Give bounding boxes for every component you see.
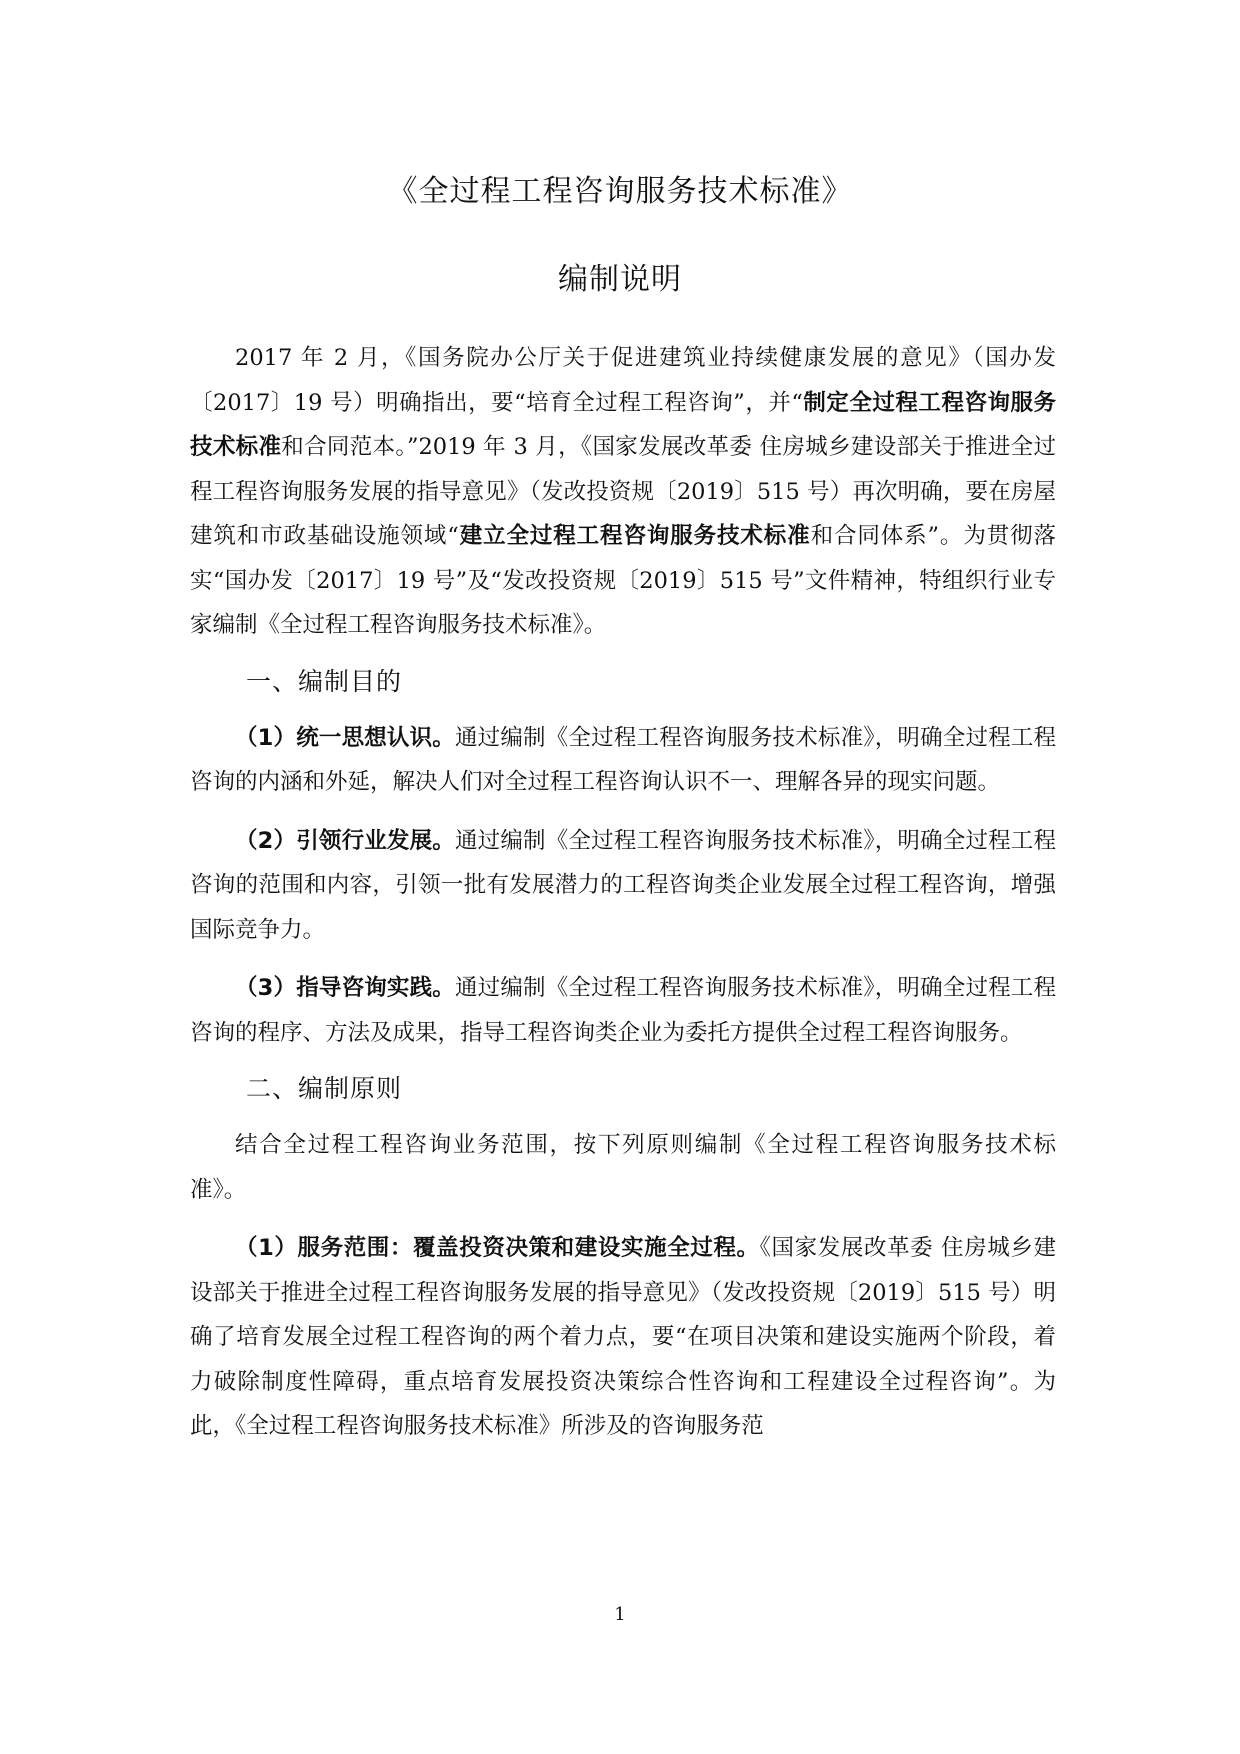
section-heading-purpose: 一、编制目的 <box>246 666 403 696</box>
principles-item-1 <box>190 1226 1056 1449</box>
intro-text-3: 和合同体系”。为贯彻落实“国办发〔2017〕19 号”及“发改投资规〔2019〕515 号”文件精神，特组织行业专家编制《全过程工程咨询服务技术标准》。 <box>190 523 1056 638</box>
principles-item-1-lead: （1）服务范围：覆盖投资决策和建设实施全过程。 <box>235 1235 760 1261</box>
intro-paragraph <box>190 336 1056 648</box>
purpose-item-2 <box>190 819 1056 953</box>
intro-bold-1: 制定全过程工程咨询服务技术标准 <box>190 389 1056 460</box>
purpose-item-2-lead: （2）引领行业发展。 <box>235 827 455 854</box>
intro-text-1: 2017 年 2 月，《国务院办公厅关于促进建筑业持续健康发展的意见》（国办发〔2017〕19 号）明确指出，要“培育全过程工程咨询”，并“ <box>190 345 1056 416</box>
document-subtitle: 编制说明 <box>558 262 682 297</box>
purpose-item-1-text: 通过编制《全过程工程咨询服务技术标准》，明确全过程工程咨询的内涵和外延，解决人们对全过程工程咨询认识不一、理解各异的现实问题。 <box>190 724 1056 795</box>
purpose-item-2-text: 通过编制《全过程工程咨询服务技术标准》，明确全过程工程咨询的范围和内容，引领一批有发展潜力的工程咨询类企业发展全过程工程咨询，增强国际竞争力。 <box>190 827 1056 943</box>
section-heading-principles: 二、编制原则 <box>246 1074 403 1103</box>
principles-intro: 结合全过程工程咨询业务范围，按下列原则编制《全过程工程咨询服务技术标准》。 <box>190 1132 1056 1203</box>
intro-bold-2: 建立全过程工程咨询服务技术标准 <box>458 523 811 549</box>
purpose-item-3 <box>190 966 1056 1055</box>
intro-text-2: 和合同范本。”2019 年 3 月，《国家发展改革委 住房城乡建设部关于推进全过程工程咨询服务发展的指导意见》（发改投资规〔2019〕515 号）再次明确，要在房屋建筑和市政基础设施领域“ <box>190 434 1056 549</box>
purpose-item-3-text: 通过编制《全过程工程咨询服务技术标准》，明确全过程工程咨询的程序、方法及成果，指导工程咨询类企业为委托方提供全过程工程咨询服务。 <box>190 975 1056 1046</box>
page-number: 1 <box>614 1604 626 1625</box>
purpose-item-1 <box>190 716 1056 805</box>
principles-item-1-text: 《国家发展改革委 住房城乡建设部关于推进全过程工程咨询服务发展的指导意见》（发改投资规〔2019〕515 号）明确了培育发展全过程工程咨询的两个着力点，要“在项目决策和建设实施两个阶段，着力破除制度性障碍，重点培育发展投资决策综合性咨询和工程建设全过程咨询”。为此，《全过程工程咨询服务技术标准》所涉及的咨询服务范 <box>190 1235 1056 1439</box>
document-body <box>190 336 1056 1449</box>
purpose-item-3-lead: （3）指导咨询实践。 <box>235 975 455 1001</box>
document-title: 《全过程工程咨询服务技术标准》 <box>387 174 853 209</box>
purpose-item-1-lead: （1）统一思想认识。 <box>235 724 455 751</box>
